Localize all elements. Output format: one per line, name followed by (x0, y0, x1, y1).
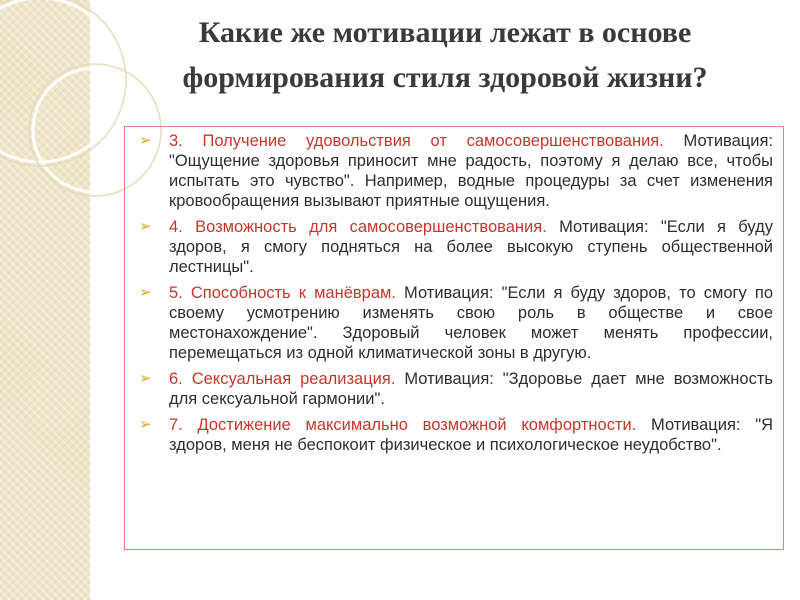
list-item (139, 369, 773, 409)
page-title (100, 10, 790, 100)
item-heading: 7. Достижение максимально возможной комфортности. (169, 416, 637, 434)
list-item (139, 283, 773, 363)
arrow-bullet-icon: ➢ (139, 132, 152, 149)
item-text: Мотивация: "Ощущение здоровья приносит мне радость, поэтому я делаю все, чтобы испытать это чувство". Например, водные процедуры за счет изменения кровообращения вызывают приятные ощущения. (169, 132, 773, 210)
motivation-list (139, 131, 773, 455)
item-text: Мотивация: "Я здоров, меня не беспокоит физическое и психологическое неудобство". (169, 416, 773, 454)
arrow-bullet-icon: ➢ (139, 416, 152, 433)
decorative-side-strip (0, 0, 90, 600)
item-text: Мотивация: "Если я буду здоров, я смогу подняться на более высокую ступень общественной лестницы". (169, 218, 773, 276)
title-line-1: Какие же мотивации лежат в основе (198, 16, 692, 49)
item-heading: 3. Получение удовольствия от самосовершенствования. (169, 132, 664, 150)
list-item (139, 217, 773, 277)
title-line-2: формирования стиля здоровой жизни? (182, 61, 708, 94)
item-heading: 4. Возможность для самосовершенствования. (169, 218, 547, 236)
item-text: Мотивация: "Здоровье дает мне возможность для сексуальной гармонии". (169, 370, 773, 408)
arrow-bullet-icon: ➢ (139, 218, 152, 235)
item-heading: 5. Способность к манёврам. (169, 284, 396, 302)
list-item (139, 415, 773, 455)
arrow-bullet-icon: ➢ (139, 370, 152, 387)
arrow-bullet-icon: ➢ (139, 284, 152, 301)
item-text: Мотивация: "Если я буду здоров, то смогу по своему усмотрению изменять свою роль в обществе и свое местонахождение". Здоровый человек может менять профессии, перемещаться из одной климатической зоны в другую. (169, 284, 774, 362)
item-heading: 6. Сексуальная реализация. (169, 370, 396, 388)
motivation-list-box (124, 126, 784, 550)
list-item (139, 131, 773, 211)
